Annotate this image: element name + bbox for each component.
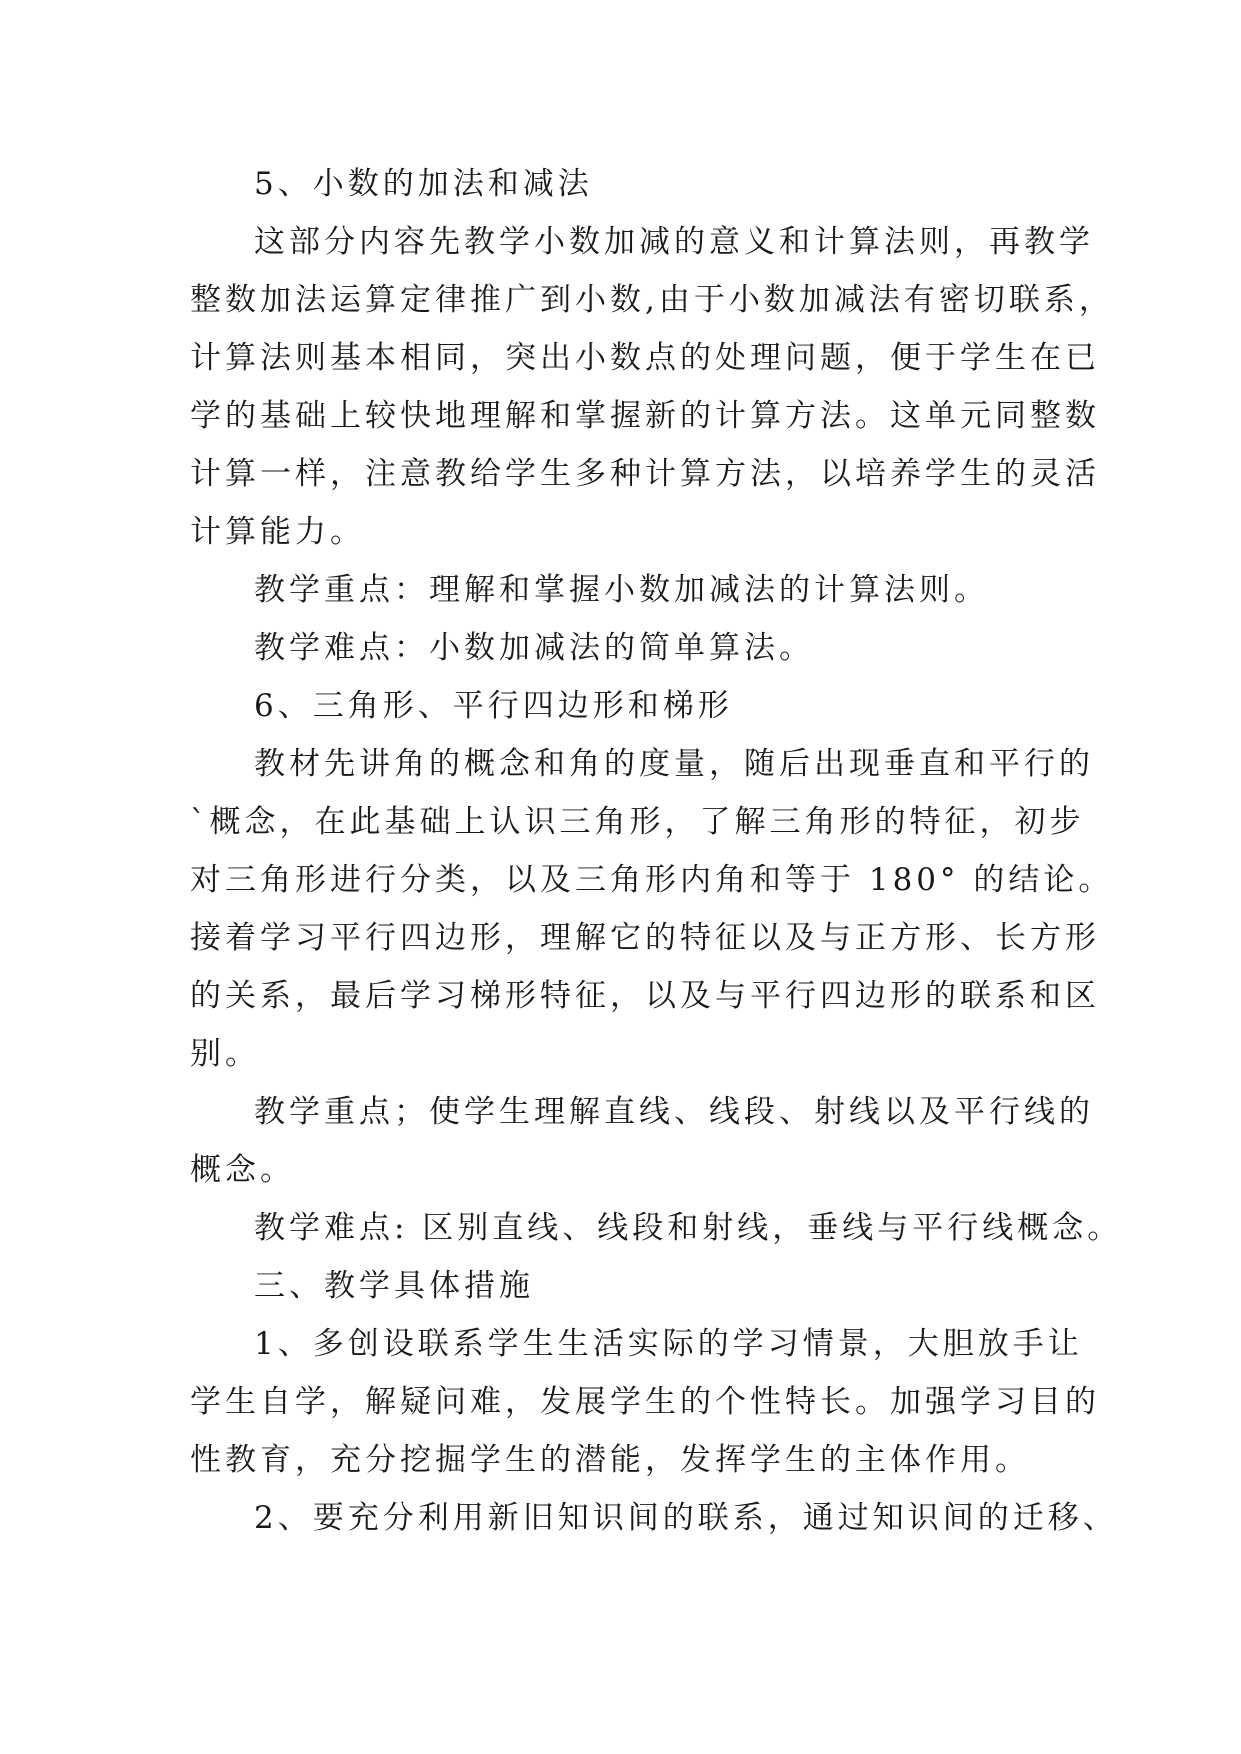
paragraph-line: 别。 (190, 1036, 260, 1072)
paragraph-line: 性教育，充分挖掘学生的潜能，发挥学生的主体作用。 (190, 1442, 1030, 1478)
paragraph-line: 计算一样，注意教给学生多种计算方法，以培养学生的灵活 (190, 456, 1100, 492)
paragraph-line: 对三角形进行分类，以及三角形内角和等于 180° 的结论。 (190, 862, 1114, 898)
section-heading-triangle-parallelogram-trapezoid: 6、三角形、平行四边形和梯形 (254, 688, 733, 724)
section-heading-decimal-addition-subtraction: 5、小数的加法和减法 (254, 166, 593, 202)
paragraph-line: 学的基础上较快地理解和掌握新的计算方法。这单元同整数 (190, 398, 1100, 434)
list-item-line: 2、要充分利用新旧知识间的联系，通过知识间的迁移、 (254, 1500, 1118, 1536)
paragraph-line: 概念。 (190, 1152, 295, 1188)
teaching-focus-line: 教学重点：理解和掌握小数加减法的计算法则。 (254, 572, 989, 608)
paragraph-line: 这部分内容先教学小数加减的意义和计算法则，再教学 (254, 224, 1094, 260)
teaching-difficulty-line: 教学难点: 区别直线、线段和射线，垂线与平行线概念。 (254, 1210, 1123, 1246)
paragraph-line: 整数加法运算定律推广到小数,由于小数加减法有密切联系， (190, 282, 1114, 318)
teaching-focus-line: 教学重点；使学生理解直线、线段、射线以及平行线的 (254, 1094, 1094, 1130)
teaching-difficulty-line: 教学难点：小数加减法的简单算法。 (254, 630, 814, 666)
paragraph-line: 计算能力。 (190, 514, 365, 550)
list-item-line: 1、多创设联系学生生活实际的学习情景，大胆放手让 (254, 1326, 1083, 1362)
paragraph-line: 接着学习平行四边形，理解它的特征以及与正方形、长方形 (190, 920, 1100, 956)
paragraph-line: 计算法则基本相同，突出小数点的处理问题，便于学生在已 (190, 340, 1100, 376)
paragraph-line: 教材先讲角的概念和角的度量，随后出现垂直和平行的 (254, 746, 1094, 782)
paragraph-line: 学生自学，解疑问难，发展学生的个性特长。加强学习目的 (190, 1384, 1100, 1420)
section-heading-teaching-measures: 三、教学具体措施 (254, 1268, 534, 1304)
paragraph-line: `概念，在此基础上认识三角形，了解三角形的特征，初步 (190, 804, 1085, 840)
paragraph-line: 的关系，最后学习梯形特征，以及与平行四边形的联系和区 (190, 978, 1100, 1014)
